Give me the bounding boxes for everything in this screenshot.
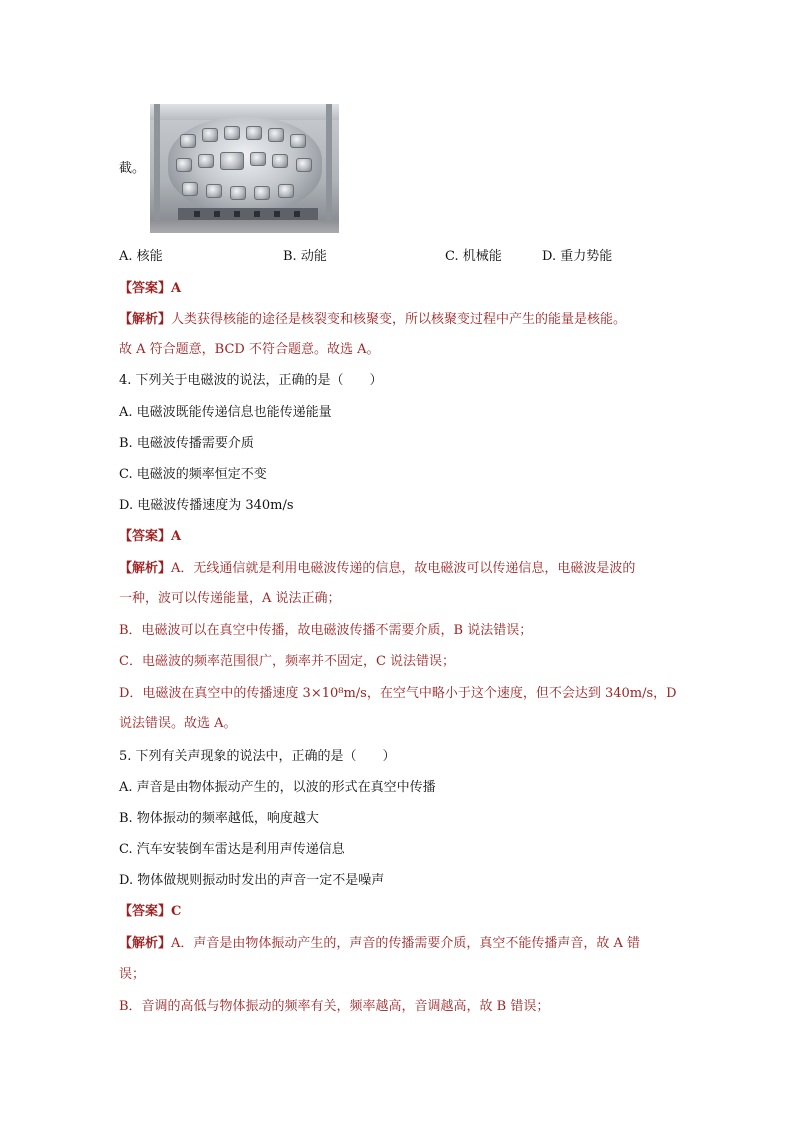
q5-analysis-line-1: 【解析】A．声音是由物体振动产生的，声音的传播需要介质，真空不能传播声音，故 A 错 xyxy=(119,936,641,951)
q5-option-d: D. 物体做规则振动时发出的声音一定不是噪声 xyxy=(119,873,385,888)
q4-analysis-line-5: D．电磁波在真空中的传播速度 3×10⁸m/s，在空气中略小于这个速度，但不会达到 340m/s，D xyxy=(119,686,677,701)
q3-option-c: C. 机械能 xyxy=(445,249,502,264)
q4-option-b: B. 电磁波传播需要介质 xyxy=(119,436,254,451)
q4-analysis-line-3: B．电磁波可以在真空中传播，故电磁波传播不需要介质，B 说法错误； xyxy=(119,623,533,638)
q4-analysis-line-4: C．电磁波的频率范围很广，频率并不固定，C 说法错误； xyxy=(119,654,456,669)
q5-question: 5. 下列有关声现象的说法中，正确的是（ ） xyxy=(119,749,396,764)
fusion-device-photo xyxy=(150,104,339,233)
q3-option-a: A. 核能 xyxy=(119,249,163,264)
q4-question: 4. 下列关于电磁波的说法，正确的是（ ） xyxy=(119,373,383,388)
q4-option-c: C. 电磁波的频率恒定不变 xyxy=(119,467,267,482)
q3-answer: 【答案】A xyxy=(119,281,182,296)
intro-tail-text: 截。 xyxy=(119,161,146,176)
q4-option-a: A. 电磁波既能传递信息也能传递能量 xyxy=(119,405,332,420)
q4-analysis-line-1: 【解析】A．无线通信就是利用电磁波传递的信息，故电磁波可以传递信息，电磁波是波的 xyxy=(119,561,636,576)
q3-option-b: B. 动能 xyxy=(283,249,327,264)
q5-option-a: A. 声音是由物体振动产生的，以波的形式在真空中传播 xyxy=(119,780,436,795)
q5-analysis-line-3: B．音调的高低与物体振动的频率有关，频率越高，音调越高，故 B 错误； xyxy=(119,999,550,1014)
q4-analysis-line-6: 说法错误。故选 A。 xyxy=(119,716,237,731)
q3-option-d: D. 重力势能 xyxy=(542,249,613,264)
q5-answer: 【答案】C xyxy=(119,904,182,919)
q4-answer: 【答案】A xyxy=(119,529,182,544)
q4-analysis-line-2: 一种，波可以传递能量，A 说法正确； xyxy=(119,591,341,606)
q4-option-d: D. 电磁波传播速度为 340m/s xyxy=(119,498,294,513)
q5-option-b: B. 物体振动的频率越低，响度越大 xyxy=(119,811,319,826)
q3-analysis-line-2: 故 A 符合题意，BCD 不符合题意。故选 A。 xyxy=(119,342,380,357)
q5-analysis-line-2: 误； xyxy=(119,967,146,982)
q5-option-c: C. 汽车安装倒车雷达是利用声传递信息 xyxy=(119,842,345,857)
q3-analysis-line-1: 【解析】人类获得核能的途径是核裂变和核聚变，所以核聚变过程中产生的能量是核能。 xyxy=(119,312,627,327)
